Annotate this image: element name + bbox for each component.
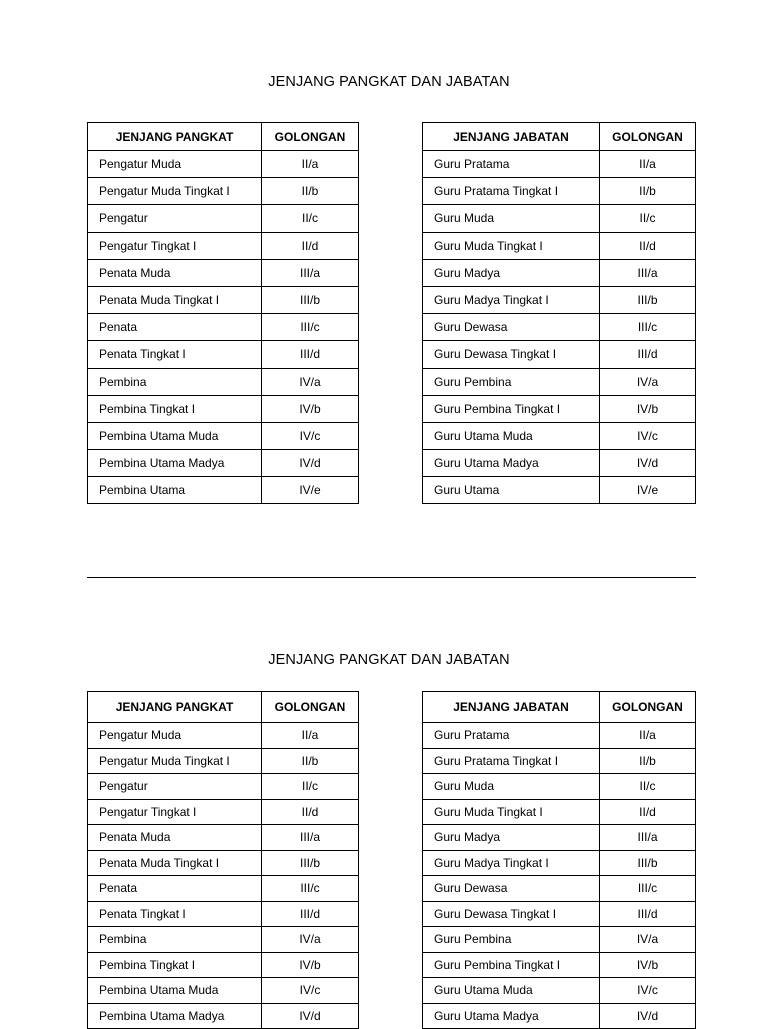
pangkat-name-cell: Penata Muda Tingkat I bbox=[88, 286, 262, 313]
golongan-cell: II/c bbox=[262, 205, 359, 232]
golongan-cell: III/c bbox=[600, 314, 696, 341]
column-header: GOLONGAN bbox=[262, 692, 359, 723]
table-row bbox=[88, 774, 359, 800]
table-row bbox=[88, 876, 359, 902]
golongan-cell: II/b bbox=[262, 178, 359, 205]
table-row bbox=[88, 1003, 359, 1029]
table-row bbox=[88, 901, 359, 927]
jabatan-name-cell: Guru Madya Tingkat I bbox=[423, 286, 600, 313]
jabatan-name-cell: Guru Pratama Tingkat I bbox=[423, 178, 600, 205]
golongan-cell: IV/b bbox=[262, 395, 359, 422]
table-header-row bbox=[88, 123, 359, 151]
golongan-cell: IV/c bbox=[262, 978, 359, 1004]
table-row bbox=[88, 259, 359, 286]
table-row bbox=[88, 450, 359, 477]
golongan-cell: III/a bbox=[600, 825, 696, 851]
table-row bbox=[423, 450, 696, 477]
table-row bbox=[88, 395, 359, 422]
golongan-cell: II/d bbox=[600, 232, 696, 259]
column-header: GOLONGAN bbox=[262, 123, 359, 151]
table-row bbox=[88, 477, 359, 504]
table-row bbox=[423, 748, 696, 774]
pangkat-name-cell: Pengatur Muda Tingkat I bbox=[88, 748, 262, 774]
golongan-cell: III/d bbox=[262, 901, 359, 927]
pangkat-name-cell: Pembina Utama Muda bbox=[88, 978, 262, 1004]
column-header: JENJANG JABATAN bbox=[423, 692, 600, 723]
golongan-cell: IV/d bbox=[262, 1003, 359, 1029]
pangkat-name-cell: Pembina Utama Madya bbox=[88, 1003, 262, 1029]
jabatan-name-cell: Guru Utama Muda bbox=[423, 422, 600, 449]
table-row bbox=[423, 825, 696, 851]
pangkat-name-cell: Pembina bbox=[88, 368, 262, 395]
pangkat-name-cell: Penata Muda Tingkat I bbox=[88, 850, 262, 876]
pangkat-name-cell: Pengatur bbox=[88, 774, 262, 800]
pangkat-name-cell: Pembina Utama bbox=[88, 477, 262, 504]
jabatan-name-cell: Guru Pratama Tingkat I bbox=[423, 748, 600, 774]
jabatan-name-cell: Guru Madya bbox=[423, 825, 600, 851]
golongan-cell: IV/a bbox=[600, 927, 696, 953]
golongan-cell: II/a bbox=[600, 151, 696, 178]
table-row bbox=[88, 314, 359, 341]
column-header: JENJANG JABATAN bbox=[423, 123, 600, 151]
pangkat-table bbox=[87, 122, 359, 504]
golongan-cell: IV/a bbox=[262, 368, 359, 395]
table-row bbox=[88, 927, 359, 953]
pangkat-name-cell: Penata Muda bbox=[88, 825, 262, 851]
golongan-cell: IV/c bbox=[262, 422, 359, 449]
pangkat-name-cell: Pengatur Tingkat I bbox=[88, 799, 262, 825]
table-header-row bbox=[423, 692, 696, 723]
table-row bbox=[88, 151, 359, 178]
jabatan-name-cell: Guru Madya bbox=[423, 259, 600, 286]
page-title: JENJANG PANGKAT DAN JABATAN bbox=[268, 652, 510, 668]
golongan-cell: III/b bbox=[600, 850, 696, 876]
table-row bbox=[423, 952, 696, 978]
table-row bbox=[88, 748, 359, 774]
table-row bbox=[88, 978, 359, 1004]
table-row bbox=[88, 341, 359, 368]
jabatan-name-cell: Guru Utama bbox=[423, 477, 600, 504]
pangkat-name-cell: Pembina Utama Muda bbox=[88, 422, 262, 449]
golongan-cell: II/c bbox=[600, 774, 696, 800]
table-row bbox=[88, 825, 359, 851]
pangkat-name-cell: Pengatur Muda bbox=[88, 723, 262, 749]
pangkat-name-cell: Pengatur Muda bbox=[88, 151, 262, 178]
table-row bbox=[423, 850, 696, 876]
golongan-cell: IV/a bbox=[262, 927, 359, 953]
jabatan-name-cell: Guru Muda bbox=[423, 205, 600, 232]
table-row bbox=[423, 178, 696, 205]
golongan-cell: III/c bbox=[600, 876, 696, 902]
golongan-cell: IV/e bbox=[600, 477, 696, 504]
jabatan-name-cell: Guru Pembina bbox=[423, 368, 600, 395]
jabatan-name-cell: Guru Utama Madya bbox=[423, 450, 600, 477]
jabatan-name-cell: Guru Pratama bbox=[423, 151, 600, 178]
pangkat-name-cell: Penata bbox=[88, 876, 262, 902]
table-row bbox=[423, 901, 696, 927]
golongan-cell: III/b bbox=[600, 286, 696, 313]
jabatan-name-cell: Guru Dewasa Tingkat I bbox=[423, 341, 600, 368]
table-row bbox=[423, 723, 696, 749]
golongan-cell: IV/d bbox=[600, 450, 696, 477]
jabatan-table bbox=[422, 122, 696, 504]
table-row bbox=[423, 232, 696, 259]
jabatan-name-cell: Guru Dewasa Tingkat I bbox=[423, 901, 600, 927]
jabatan-name-cell: Guru Pembina Tingkat I bbox=[423, 952, 600, 978]
golongan-cell: IV/c bbox=[600, 978, 696, 1004]
table-row bbox=[88, 178, 359, 205]
table-row bbox=[423, 286, 696, 313]
table-header-row bbox=[423, 123, 696, 151]
jabatan-name-cell: Guru Muda Tingkat I bbox=[423, 799, 600, 825]
golongan-cell: II/a bbox=[262, 723, 359, 749]
golongan-cell: II/b bbox=[262, 748, 359, 774]
table-header-row bbox=[88, 692, 359, 723]
jabatan-name-cell: Guru Muda Tingkat I bbox=[423, 232, 600, 259]
golongan-cell: II/c bbox=[600, 205, 696, 232]
table-row bbox=[88, 422, 359, 449]
table-row bbox=[423, 774, 696, 800]
golongan-cell: II/a bbox=[262, 151, 359, 178]
golongan-cell: III/a bbox=[600, 259, 696, 286]
jabatan-name-cell: Guru Pratama bbox=[423, 723, 600, 749]
golongan-cell: III/c bbox=[262, 314, 359, 341]
table-row bbox=[88, 232, 359, 259]
jabatan-name-cell: Guru Dewasa bbox=[423, 314, 600, 341]
golongan-cell: IV/d bbox=[262, 450, 359, 477]
golongan-cell: II/c bbox=[262, 774, 359, 800]
golongan-cell: II/d bbox=[600, 799, 696, 825]
golongan-cell: III/b bbox=[262, 850, 359, 876]
golongan-cell: III/a bbox=[262, 825, 359, 851]
golongan-cell: IV/a bbox=[600, 368, 696, 395]
column-header: GOLONGAN bbox=[600, 692, 696, 723]
pangkat-name-cell: Pembina Tingkat I bbox=[88, 952, 262, 978]
jabatan-name-cell: Guru Dewasa bbox=[423, 876, 600, 902]
table-row bbox=[88, 286, 359, 313]
column-header: JENJANG PANGKAT bbox=[88, 123, 262, 151]
pangkat-name-cell: Penata bbox=[88, 314, 262, 341]
pangkat-name-cell: Pembina Utama Madya bbox=[88, 450, 262, 477]
golongan-cell: III/d bbox=[262, 341, 359, 368]
table-row bbox=[423, 799, 696, 825]
pangkat-table bbox=[87, 691, 359, 1029]
table-row bbox=[423, 927, 696, 953]
pangkat-name-cell: Penata Tingkat I bbox=[88, 341, 262, 368]
table-row bbox=[423, 395, 696, 422]
table-row bbox=[423, 477, 696, 504]
table-row bbox=[88, 799, 359, 825]
table-row bbox=[423, 978, 696, 1004]
pangkat-name-cell: Pembina Tingkat I bbox=[88, 395, 262, 422]
table-row bbox=[423, 151, 696, 178]
jabatan-table bbox=[422, 691, 696, 1029]
golongan-cell: III/a bbox=[262, 259, 359, 286]
pangkat-name-cell: Penata Tingkat I bbox=[88, 901, 262, 927]
golongan-cell: IV/e bbox=[262, 477, 359, 504]
jabatan-name-cell: Guru Muda bbox=[423, 774, 600, 800]
table-row bbox=[423, 259, 696, 286]
golongan-cell: IV/b bbox=[600, 395, 696, 422]
pangkat-name-cell: Pengatur bbox=[88, 205, 262, 232]
golongan-cell: II/a bbox=[600, 723, 696, 749]
table-row bbox=[423, 341, 696, 368]
golongan-cell: II/b bbox=[600, 178, 696, 205]
table-row bbox=[88, 205, 359, 232]
jabatan-name-cell: Guru Utama Madya bbox=[423, 1003, 600, 1029]
pangkat-name-cell: Pembina bbox=[88, 927, 262, 953]
table-row bbox=[423, 205, 696, 232]
column-header: JENJANG PANGKAT bbox=[88, 692, 262, 723]
pangkat-name-cell: Penata Muda bbox=[88, 259, 262, 286]
table-row bbox=[88, 850, 359, 876]
golongan-cell: II/b bbox=[600, 748, 696, 774]
table-row bbox=[423, 876, 696, 902]
table-row bbox=[423, 314, 696, 341]
table-row bbox=[88, 723, 359, 749]
golongan-cell: IV/d bbox=[600, 1003, 696, 1029]
jabatan-name-cell: Guru Madya Tingkat I bbox=[423, 850, 600, 876]
pangkat-name-cell: Pengatur Tingkat I bbox=[88, 232, 262, 259]
golongan-cell: III/c bbox=[262, 876, 359, 902]
golongan-cell: IV/b bbox=[600, 952, 696, 978]
golongan-cell: III/d bbox=[600, 901, 696, 927]
table-row bbox=[423, 1003, 696, 1029]
table-row bbox=[88, 368, 359, 395]
table-row bbox=[423, 422, 696, 449]
golongan-cell: III/d bbox=[600, 341, 696, 368]
column-header: GOLONGAN bbox=[600, 123, 696, 151]
pangkat-name-cell: Pengatur Muda Tingkat I bbox=[88, 178, 262, 205]
golongan-cell: II/d bbox=[262, 799, 359, 825]
jabatan-name-cell: Guru Pembina Tingkat I bbox=[423, 395, 600, 422]
page-title: JENJANG PANGKAT DAN JABATAN bbox=[268, 74, 510, 90]
golongan-cell: IV/c bbox=[600, 422, 696, 449]
golongan-cell: II/d bbox=[262, 232, 359, 259]
jabatan-name-cell: Guru Utama Muda bbox=[423, 978, 600, 1004]
section-divider bbox=[87, 577, 696, 578]
golongan-cell: IV/b bbox=[262, 952, 359, 978]
table-row bbox=[423, 368, 696, 395]
table-row bbox=[88, 952, 359, 978]
jabatan-name-cell: Guru Pembina bbox=[423, 927, 600, 953]
golongan-cell: III/b bbox=[262, 286, 359, 313]
